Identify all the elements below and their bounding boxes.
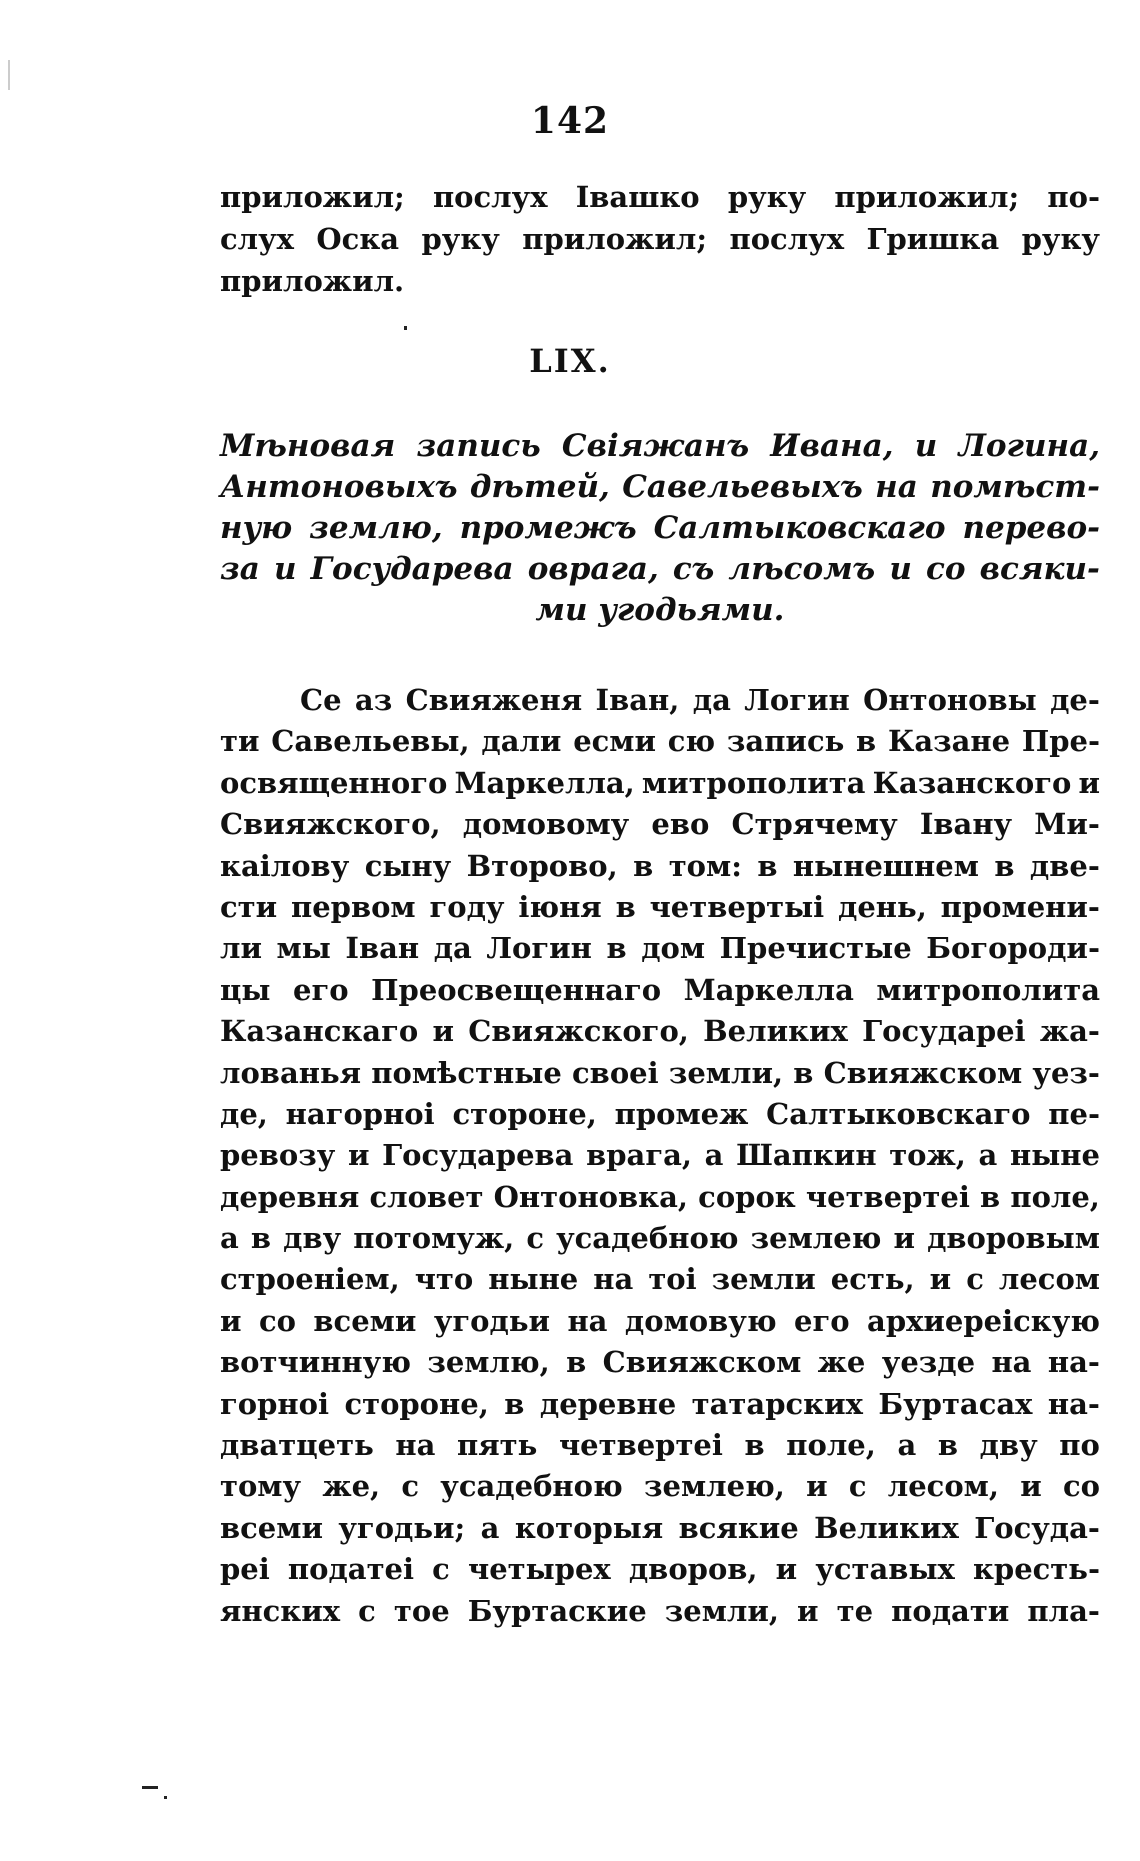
word: есть, — [830, 1262, 915, 1297]
word: деревня — [220, 1179, 360, 1214]
text-line — [220, 1591, 1100, 1632]
text-line — [220, 467, 1100, 508]
word: в — [250, 1221, 272, 1256]
word: на — [875, 469, 918, 505]
word: Казане — [887, 724, 1011, 759]
text-line — [220, 928, 1100, 969]
word: оврага, — [527, 551, 659, 587]
word: сорок — [698, 1179, 796, 1214]
word: лесом, — [887, 1469, 999, 1504]
word: с — [401, 1469, 420, 1504]
word: ево — [651, 807, 710, 842]
word: лесом — [998, 1262, 1100, 1297]
word: дали — [481, 724, 562, 759]
word: стороне, — [344, 1386, 489, 1421]
word: уезде — [881, 1345, 976, 1380]
word: за — [220, 551, 260, 587]
word: послух — [729, 222, 845, 256]
word: Стрячему — [731, 807, 898, 842]
word: мы — [276, 931, 331, 966]
word: Свияженя — [405, 683, 583, 717]
text-line — [220, 1011, 1100, 1052]
word: день, — [838, 889, 927, 924]
word: с — [526, 1221, 544, 1256]
word: цы — [220, 972, 271, 1007]
word: Богороди- — [926, 931, 1100, 966]
word: с — [966, 1262, 984, 1297]
word: Казанского — [872, 765, 1072, 800]
word: Буртаские — [467, 1593, 647, 1628]
word: а — [704, 1138, 724, 1173]
word: каілову — [220, 848, 350, 883]
word: всеми — [313, 1303, 417, 1338]
word: ли — [220, 931, 262, 966]
document-heading — [220, 426, 1100, 631]
text-line — [220, 260, 1100, 302]
word: две- — [1029, 848, 1100, 883]
word: ныне — [488, 1262, 579, 1297]
word: и — [220, 1303, 242, 1338]
word: сти — [220, 889, 278, 924]
word: и — [1078, 765, 1100, 800]
word: Онтоновка, — [493, 1179, 689, 1214]
word: приложил; — [834, 180, 1020, 214]
word: митрополита — [641, 765, 866, 800]
section-number: LIX. — [529, 342, 611, 380]
word: тож, — [889, 1138, 966, 1173]
word: руку — [421, 222, 500, 256]
word: в — [994, 848, 1015, 883]
word: году — [429, 889, 505, 924]
word: усадебною — [556, 1221, 739, 1256]
word: врага, — [586, 1138, 692, 1173]
word: тому — [220, 1469, 302, 1504]
word: и — [889, 551, 912, 587]
word: Государеі — [862, 1014, 1026, 1049]
word: тое — [393, 1593, 450, 1628]
word: Ми- — [1034, 807, 1100, 842]
word: и — [273, 551, 297, 587]
text-line — [220, 508, 1100, 549]
word: руку — [727, 180, 807, 214]
word: дом — [641, 931, 706, 966]
word: Свияжском — [602, 1345, 802, 1380]
word: да — [692, 683, 731, 717]
word: его — [293, 972, 349, 1007]
word: ную — [220, 510, 293, 546]
text-line — [220, 1342, 1100, 1383]
word: подати — [891, 1593, 1010, 1628]
text-line — [220, 1177, 1100, 1218]
word: вотчинную — [220, 1345, 411, 1380]
word: землею, — [643, 1469, 785, 1504]
word: дву — [979, 1428, 1038, 1463]
word: в — [633, 848, 654, 883]
text-line — [220, 804, 1100, 845]
word: Великих — [703, 1014, 848, 1049]
word: Івашко — [575, 180, 700, 214]
word: Свияжского, — [220, 807, 441, 842]
word: митрополита — [876, 972, 1100, 1007]
scan-edge-mark — [8, 60, 10, 90]
word: всяки- — [979, 551, 1100, 587]
word: четвертыі — [649, 889, 825, 924]
word: Логин — [744, 683, 850, 717]
word: Гришка — [866, 222, 1000, 256]
word: на — [395, 1428, 436, 1463]
word: Іван, — [595, 683, 680, 717]
word: в — [856, 724, 877, 759]
word: со — [258, 1303, 296, 1338]
word: Ивана, — [770, 428, 894, 464]
word: промеж — [614, 1096, 749, 1131]
word: в — [793, 1055, 814, 1090]
word: и — [432, 1014, 454, 1049]
stray-mark — [142, 1786, 158, 1789]
word: ревозу — [220, 1138, 336, 1173]
word: запись — [416, 428, 541, 464]
word: Пре- — [1021, 724, 1100, 759]
text-line — [220, 590, 1100, 631]
word: и — [893, 1221, 915, 1256]
text-line — [220, 887, 1100, 928]
word: Шапкин — [736, 1138, 877, 1173]
word: Оска — [316, 222, 400, 256]
word: в — [606, 931, 627, 966]
word: и — [347, 1138, 370, 1173]
word: Мѣновая — [220, 428, 396, 464]
text-line-content: ми угодьями. — [535, 592, 785, 628]
word: Салтыковскаго — [653, 510, 946, 546]
word: те — [836, 1593, 874, 1628]
word: пе- — [1048, 1096, 1100, 1131]
word: Государева — [310, 551, 514, 587]
body-paragraph — [220, 680, 1100, 1632]
text-line — [220, 1384, 1100, 1425]
word: с — [358, 1593, 376, 1628]
word: в — [757, 848, 778, 883]
word: перево- — [962, 510, 1100, 546]
word: руку — [1021, 222, 1100, 256]
word: и — [929, 1262, 952, 1297]
word: Савельевы, — [271, 724, 470, 759]
word: Буртасах — [878, 1386, 1033, 1421]
word: Казанскаго — [220, 1014, 419, 1049]
word: Логин — [486, 931, 592, 966]
word: дѣтей, — [469, 469, 610, 505]
word: лѣсомъ — [728, 551, 876, 587]
word: Онтоновы — [863, 683, 1037, 717]
word: янских — [220, 1593, 341, 1628]
word: в — [504, 1386, 525, 1421]
word: и — [797, 1593, 819, 1628]
word: и — [1020, 1469, 1042, 1504]
word: Івану — [919, 807, 1013, 842]
stray-mark — [404, 326, 407, 330]
word: Логина, — [958, 428, 1100, 464]
word: Антоновыхъ — [220, 469, 458, 505]
word: де, — [220, 1096, 268, 1131]
intro-paragraph — [220, 176, 1100, 302]
word: земли, — [664, 1593, 779, 1628]
word: что — [414, 1262, 474, 1297]
word: а — [978, 1138, 998, 1173]
word: Свияжском — [823, 1055, 1023, 1090]
word: словет — [369, 1179, 484, 1214]
word: сю — [667, 724, 716, 759]
word: дву — [283, 1221, 342, 1256]
text-line — [220, 1218, 1100, 1259]
word: запись — [726, 724, 845, 759]
word: землю, — [427, 1345, 550, 1380]
word: а — [897, 1428, 917, 1463]
word: усадебною — [440, 1469, 623, 1504]
word: нынешнем — [792, 848, 979, 883]
word: пять — [457, 1428, 538, 1463]
word: земли — [711, 1262, 816, 1297]
word: ныне — [1009, 1138, 1100, 1173]
text-line — [220, 1466, 1100, 1507]
word: лованья — [220, 1055, 362, 1090]
word: Се — [300, 683, 342, 717]
word: Второво, — [466, 848, 618, 883]
word: Госуда- — [974, 1510, 1100, 1545]
word: домовому — [462, 807, 630, 842]
word: землю, — [309, 510, 443, 546]
word: в — [937, 1428, 959, 1463]
word: же, — [322, 1469, 381, 1504]
word: потомуж, — [353, 1221, 515, 1256]
text-line — [220, 721, 1100, 762]
word: дватцеть — [220, 1428, 374, 1463]
word: на — [567, 1303, 608, 1338]
word: слух — [220, 222, 294, 256]
text-line — [220, 763, 1100, 804]
word: да — [433, 931, 472, 966]
word: татарских — [691, 1386, 863, 1421]
text-line — [220, 1135, 1100, 1176]
word: всеми — [220, 1510, 323, 1545]
text-line — [220, 680, 1100, 721]
word: по — [1059, 1428, 1100, 1463]
word: уставых — [815, 1552, 955, 1587]
word: Салтыковскаго — [766, 1096, 1031, 1131]
word: со — [925, 551, 966, 587]
word: послух — [432, 180, 548, 214]
word: поле, — [1010, 1179, 1100, 1214]
word: и — [775, 1552, 798, 1587]
word: сыну — [364, 848, 452, 883]
text-line — [220, 1549, 1100, 1590]
text-line — [220, 1425, 1100, 1466]
text-line — [220, 1094, 1100, 1135]
word: с — [432, 1552, 450, 1587]
word: четвертеі — [558, 1428, 723, 1463]
text-line — [220, 549, 1100, 590]
word: а — [220, 1221, 239, 1256]
word: уез- — [1032, 1055, 1100, 1090]
word: Свияжского, — [468, 1014, 689, 1049]
word: помѣст- — [930, 469, 1100, 505]
word: Маркелла — [683, 972, 854, 1007]
text-line — [220, 846, 1100, 887]
word: Преосвещеннаго — [371, 972, 662, 1007]
word: поле, — [786, 1428, 876, 1463]
word: в — [980, 1179, 1001, 1214]
word: дворов, — [628, 1552, 758, 1587]
word: промени- — [940, 889, 1100, 924]
word: которыя — [514, 1510, 664, 1545]
word: домовую — [624, 1303, 777, 1338]
word: том: — [668, 848, 742, 883]
word: его — [794, 1303, 850, 1338]
word: первом — [290, 889, 416, 924]
word: земли, — [668, 1055, 784, 1090]
word: на- — [1047, 1386, 1100, 1421]
word: всякие — [678, 1510, 799, 1545]
word: стороне, — [452, 1096, 597, 1131]
text-line — [220, 1508, 1100, 1549]
word: угодьи; — [338, 1510, 466, 1545]
word: и — [806, 1469, 828, 1504]
text-line — [220, 1301, 1100, 1342]
word: приложил; — [220, 180, 405, 214]
word: на — [593, 1262, 634, 1297]
text-line — [220, 970, 1100, 1011]
word: ти — [220, 724, 260, 759]
word: тоі — [648, 1262, 697, 1297]
word: и — [914, 428, 938, 464]
word: четвертеі — [805, 1179, 970, 1214]
word: де- — [1050, 683, 1100, 717]
word: Маркелла, — [454, 765, 635, 800]
word: со — [1062, 1469, 1100, 1504]
word: на — [991, 1345, 1032, 1380]
text-line — [220, 218, 1100, 260]
word: нагорноі — [285, 1096, 435, 1131]
word: съ — [672, 551, 715, 587]
word: кресть- — [972, 1552, 1100, 1587]
word: по- — [1047, 180, 1100, 214]
word: реі — [220, 1552, 270, 1587]
word: а — [480, 1510, 500, 1545]
text-line — [220, 176, 1100, 218]
text-line-content: приложил. — [220, 264, 405, 298]
word: угодьи — [433, 1303, 551, 1338]
word: Савельевыхъ — [622, 469, 863, 505]
word: освященного — [220, 765, 448, 800]
word: своеі — [572, 1055, 659, 1090]
word: жа- — [1039, 1014, 1100, 1049]
word: в — [615, 889, 636, 924]
text-line — [220, 1259, 1100, 1300]
word: пла- — [1027, 1593, 1100, 1628]
text-line — [220, 1053, 1100, 1094]
word: помѣстные — [371, 1055, 562, 1090]
word: в — [744, 1428, 765, 1463]
stray-mark — [164, 1796, 167, 1799]
word: архиереіскую — [867, 1303, 1100, 1338]
page-number: 142 — [530, 100, 610, 142]
word: деревне — [539, 1386, 677, 1421]
word: четырех — [467, 1552, 611, 1587]
word: строеніем, — [220, 1262, 400, 1297]
word: с — [848, 1469, 867, 1504]
word: Государева — [382, 1138, 574, 1173]
word: землею — [750, 1221, 882, 1256]
word: дворовым — [927, 1221, 1100, 1256]
word: на- — [1047, 1345, 1100, 1380]
word: податеі — [287, 1552, 415, 1587]
word: Пречистые — [719, 931, 912, 966]
word: Великих — [814, 1510, 959, 1545]
word: же — [817, 1345, 866, 1380]
word: промежъ — [459, 510, 637, 546]
word: горноі — [220, 1386, 329, 1421]
word: Свіяжанъ — [561, 428, 750, 464]
word: іюня — [518, 889, 602, 924]
word: аз — [354, 683, 393, 717]
word: есми — [573, 724, 656, 759]
word: Іван — [345, 931, 420, 966]
text-line — [220, 426, 1100, 467]
word: в — [566, 1345, 587, 1380]
word: приложил; — [522, 222, 708, 256]
